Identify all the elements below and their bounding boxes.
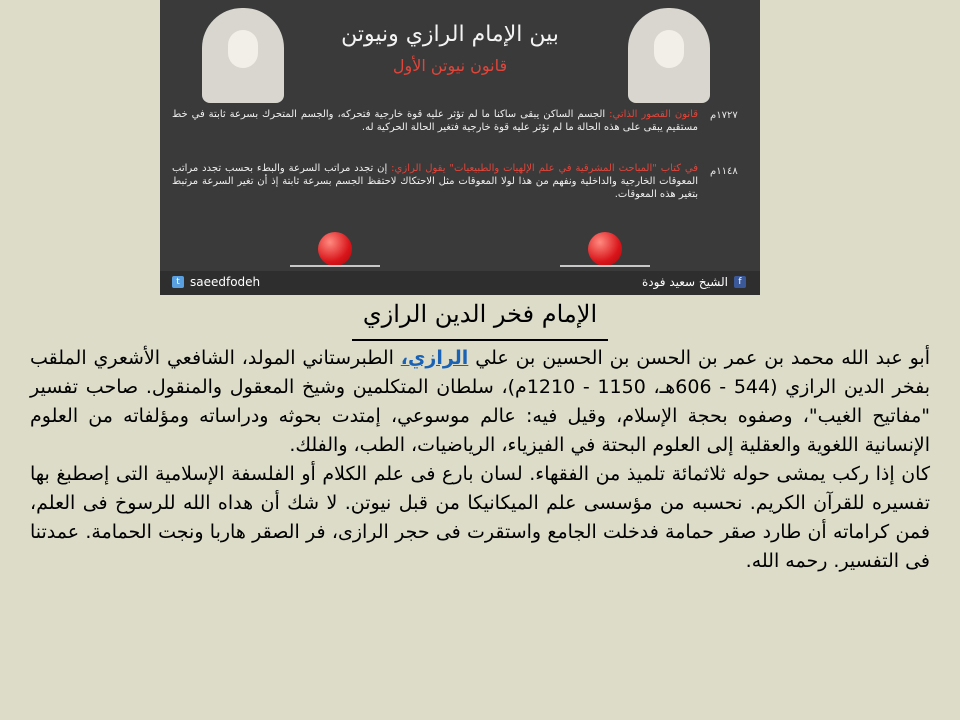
red-ball-left	[290, 232, 380, 262]
page-heading: الإمام فخر الدين الرازي	[362, 300, 598, 328]
entry-newton-lead: قانون القصور الذاتي:	[609, 109, 698, 120]
p1-after: الطبرستاني المولد، الشافعي الأشعري الملقب بفخر الدين الرازي (544 - 606هـ، 1150 - 1210م)، سلطان المتكلمين وشيخ المعقول والمنقول. صاحب تفسير "مفاتيح الغيب"، وصفوه بحجة الإسلام، وقيل فيه: عالم موسوعي، إمتدت بحوثه ودراساته ومؤلفاته من العلوم الإنسانية اللغوية والعقلية إلى العلوم البحتة في الفيزياء، الرياضيات، الطب، والفلك.	[30, 347, 930, 456]
razi-portrait	[628, 8, 710, 103]
twitter-handle: saeedfodeh	[190, 275, 261, 289]
facebook-icon: f	[734, 276, 746, 288]
paragraph-2: كان إذا ركب يمشى حوله ثلاثمائة تلميذ من الفقهاء. لسان بارع فى علم الكلام أو الفلسفة الإسلامية التى إصطبغ بها تفسيره للقرآن الكريم. نحسبه من مؤسسى علم الميكانيكا من قبل نيوتن. لا شك أن هداه الله للرسوخ فى العلم، فمن كراماته أن طارد صقر حمامة فدخلت الجامع واستقرت فى حجر الرازى، فر الصقر هاربا ونجت الحمامة. عمدتنا فى التفسير. رحمه الله.	[30, 463, 930, 572]
entry-razi-text: إن تجدد مراتب السرعة والبطء بحسب تجدد مراتب المعوقات الخارجية والداخلية ونفهم من هذا لولا المعوقات مثل الاحتكاك لاحتفظ الجسم بسرعة ثابتة إذ أن تغير السرعة مرتبط بتغير هذه المعوقات.	[172, 163, 698, 200]
razi-link[interactable]: الرازي،	[400, 347, 469, 369]
year-1727: ١٧٢٧م	[710, 110, 738, 121]
infographic-title: بين الإمام الرازي ونيوتن	[341, 22, 559, 47]
entry-razi	[172, 162, 698, 201]
entry-razi-lead: في كتاب "المباحث المشرقية في علم الإلهيات والطبيعيات" يقول الرازي:	[391, 163, 698, 174]
biography-text	[30, 344, 930, 576]
infographic-footer	[160, 271, 760, 295]
p1-before: أبو عبد الله محمد بن عمر بن الحسن بن الحسين بن علي	[468, 347, 930, 369]
facebook-name: الشيخ سعيد فودة	[641, 275, 728, 289]
newton-portrait	[202, 8, 284, 103]
infographic-subtitle: قانون نيوتن الأول	[392, 56, 508, 75]
entry-newton	[172, 108, 698, 134]
heading-underline	[352, 339, 608, 341]
entry-newton-text: الجسم الساكن يبقى ساكنا ما لم تؤثر عليه قوة خارجية فتحركه، والجسم المتحرك بسرعة ثابتة في خط مستقيم يبقى على هذه الحالة ما لم تؤثر عليه قوة خارجية فتغير الحالة الحركية له.	[172, 109, 698, 133]
red-ball-right	[560, 232, 650, 262]
twitter-icon: t	[172, 276, 184, 288]
paragraph-1	[30, 344, 930, 460]
year-1148: ١١٤٨م	[710, 166, 738, 177]
rhazes-newton-infographic	[160, 0, 760, 295]
